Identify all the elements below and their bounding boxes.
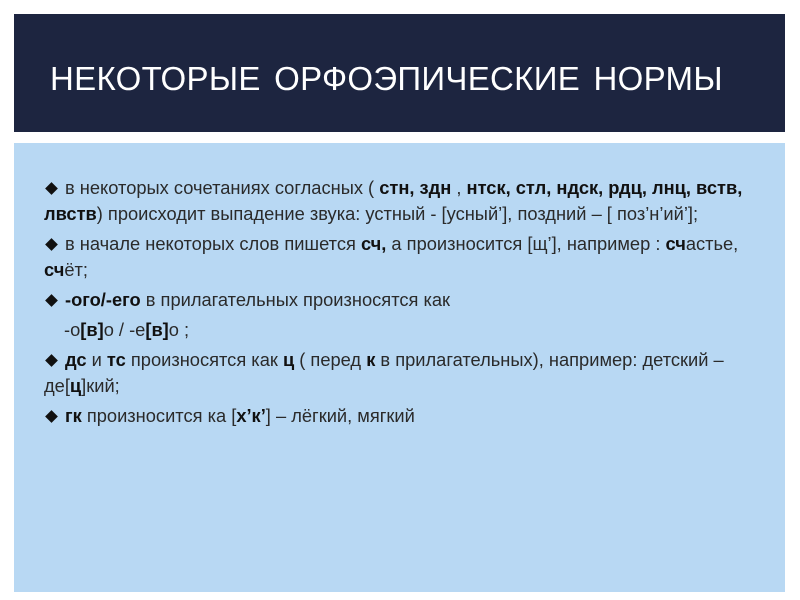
text-segment: о ; xyxy=(168,319,190,340)
diamond-bullet-icon xyxy=(45,410,58,423)
text-segment: ] – лёгкий, мягкий xyxy=(265,405,415,426)
diamond-bullet-icon xyxy=(45,294,58,307)
bold-segment: гк xyxy=(65,405,82,426)
list-item xyxy=(44,231,765,283)
text-segment: ]кий; xyxy=(81,375,120,396)
diamond-bullet-icon xyxy=(45,182,58,195)
list-item xyxy=(44,287,765,313)
text-segment: ( перед xyxy=(294,349,367,370)
bold-segment: сч xyxy=(44,259,65,280)
text-segment: произносится ка [ xyxy=(81,405,237,426)
text-segment: в прилагательных), например: детский – де[ xyxy=(44,349,724,396)
text-segment: , xyxy=(451,177,467,198)
title-bar xyxy=(14,14,785,132)
content-panel xyxy=(14,143,785,592)
text-segment: ёт; xyxy=(64,259,88,280)
bold-segment: стн, здн xyxy=(379,177,452,198)
bold-segment: дс xyxy=(65,349,87,370)
bold-segment: [в] xyxy=(80,319,104,340)
bold-segment: сч xyxy=(665,233,686,254)
bold-segment: тс xyxy=(106,349,126,370)
bold-segment: нтск, стл, ндск, рдц, лнц, вств, лвств xyxy=(44,177,743,224)
list-item xyxy=(44,403,765,429)
slide-title: НЕКОТОРЫЕ ОРФОЭПИЧЕСКИЕ НОРМЫ xyxy=(50,60,723,97)
bold-segment: к xyxy=(366,349,376,370)
diamond-bullet-icon xyxy=(45,354,58,367)
list-item xyxy=(44,347,765,399)
bold-segment: х’к’ xyxy=(236,405,266,426)
list-item xyxy=(44,175,765,227)
bold-segment: ц xyxy=(69,375,82,396)
text-segment: -о xyxy=(64,319,81,340)
bold-segment: ц xyxy=(282,349,295,370)
text-segment: ) происходит выпадение звука: устный - [усный’], поздний – [ поз’н’ий’]; xyxy=(96,203,699,224)
bold-segment: сч, xyxy=(360,233,387,254)
text-segment: в начале некоторых слов пишется xyxy=(65,233,361,254)
bold-segment: -ого/-его xyxy=(65,289,141,310)
text-segment: произносятся как xyxy=(125,349,283,370)
text-segment: о / -е xyxy=(103,319,146,340)
text-segment: а произносится [щ’], например : xyxy=(386,233,666,254)
text-segment: в прилагательных произносятся как xyxy=(140,289,451,310)
diamond-bullet-icon xyxy=(45,238,58,251)
text-segment: в некоторых сочетаниях согласных ( xyxy=(65,177,380,198)
text-segment: астье, xyxy=(685,233,739,254)
text-segment: и xyxy=(86,349,107,370)
list-item-continuation xyxy=(44,317,765,343)
bold-segment: [в] xyxy=(145,319,169,340)
